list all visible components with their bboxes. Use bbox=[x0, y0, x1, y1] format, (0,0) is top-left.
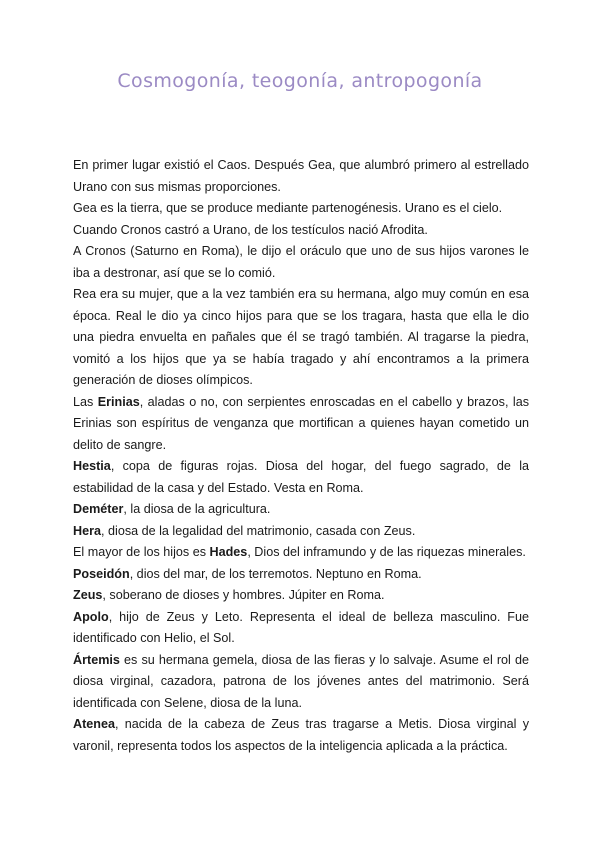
paragraph-text: Gea es la tierra, que se produce mediante partenogénesis. Urano es el cielo. bbox=[73, 201, 503, 215]
term-hades: Hades bbox=[209, 545, 248, 559]
paragraph-text: , Dios del inframundo y de las riquezas minerales. bbox=[247, 545, 526, 559]
term-zeus: Zeus bbox=[73, 588, 103, 602]
document-body bbox=[73, 155, 529, 757]
paragraph-gea bbox=[73, 198, 529, 220]
paragraph-rea bbox=[73, 284, 529, 392]
term-erinias: Erinias bbox=[97, 394, 140, 409]
paragraph-text: , aladas o no, con serpientes enroscadas en el cabello y brazos, las Erinias son espíritus de venganza que mortifican a quienes hayan cometido un delito de sangre. bbox=[73, 394, 529, 452]
paragraph-hestia bbox=[73, 456, 529, 499]
paragraph-hades bbox=[73, 542, 529, 564]
term-atenea: Atenea bbox=[73, 717, 115, 731]
term-demeter: Deméter bbox=[73, 502, 124, 516]
term-artemis: Ártemis bbox=[73, 652, 120, 667]
paragraph-poseidon bbox=[73, 564, 529, 586]
term-apolo: Apolo bbox=[73, 609, 109, 624]
paragraph-text: A Cronos (Saturno en Roma), le dijo el oráculo que uno de sus hijos varones le iba a destronar, así que se lo comió. bbox=[73, 244, 529, 280]
paragraph-hera bbox=[73, 521, 529, 543]
paragraph-text: es su hermana gemela, diosa de las fieras y lo salvaje. Asume el rol de diosa virginal, cazadora, patrona de los jóvenes antes del matrimonio. Será identificada con Selene, diosa de la luna. bbox=[73, 652, 529, 710]
paragraph-prefix: Las bbox=[73, 394, 98, 409]
paragraph-zeus bbox=[73, 585, 529, 607]
term-hestia: Hestia bbox=[73, 459, 111, 473]
paragraph-atenea bbox=[73, 714, 529, 757]
paragraph-cronos bbox=[73, 241, 529, 284]
paragraph-text: , soberano de dioses y hombres. Júpiter en Roma. bbox=[102, 588, 385, 602]
paragraph-text: , la diosa de la agricultura. bbox=[123, 502, 271, 516]
paragraph-text: Rea era su mujer, que a la vez también era su hermana, algo muy común en esa época. Real le dio ya cinco hijos para que se los tragara, hasta que ella le dio una piedra envuelta en pañales que él se tragó también. Al tragarse la piedra, vomitó a los hijos que ya se había tragado y ahí encontramos a la primera generación de dioses olímpicos. bbox=[73, 287, 529, 387]
paragraph-afrodita bbox=[73, 220, 529, 242]
paragraph-text: Cuando Cronos castró a Urano, de los testículos nació Afrodita. bbox=[73, 222, 428, 237]
page-title: Cosmogonía, teogonía, antropogonía bbox=[117, 70, 483, 92]
paragraph-text: , hijo de Zeus y Leto. Representa el ideal de belleza masculino. Fue identificado con Helio, el Sol. bbox=[73, 609, 529, 645]
paragraph-text: , diosa de la legalidad del matrimonio, casada con Zeus. bbox=[101, 523, 416, 538]
paragraph-prefix: El mayor de los hijos es bbox=[73, 545, 210, 559]
term-hera: Hera bbox=[73, 523, 102, 538]
paragraph-erinias bbox=[73, 392, 529, 457]
paragraph-text: , copa de figuras rojas. Diosa del hogar, del fuego sagrado, de la estabilidad de la casa y del Estado. Vesta en Roma. bbox=[73, 459, 529, 495]
paragraph-text: , nacida de la cabeza de Zeus tras tragarse a Metis. Diosa virginal y varonil, representa todos los aspectos de la inteligencia aplicada a la práctica. bbox=[73, 717, 529, 753]
term-poseidon: Poseidón bbox=[73, 566, 130, 581]
paragraph-text: , dios del mar, de los terremotos. Neptuno en Roma. bbox=[129, 566, 422, 581]
paragraph-demeter bbox=[73, 499, 529, 521]
paragraph-caos bbox=[73, 155, 529, 198]
paragraph-apolo bbox=[73, 607, 529, 650]
paragraph-artemis bbox=[73, 650, 529, 715]
paragraph-text: En primer lugar existió el Caos. Después Gea, que alumbró primero al estrellado Urano con sus mismas proporciones. bbox=[73, 158, 529, 194]
